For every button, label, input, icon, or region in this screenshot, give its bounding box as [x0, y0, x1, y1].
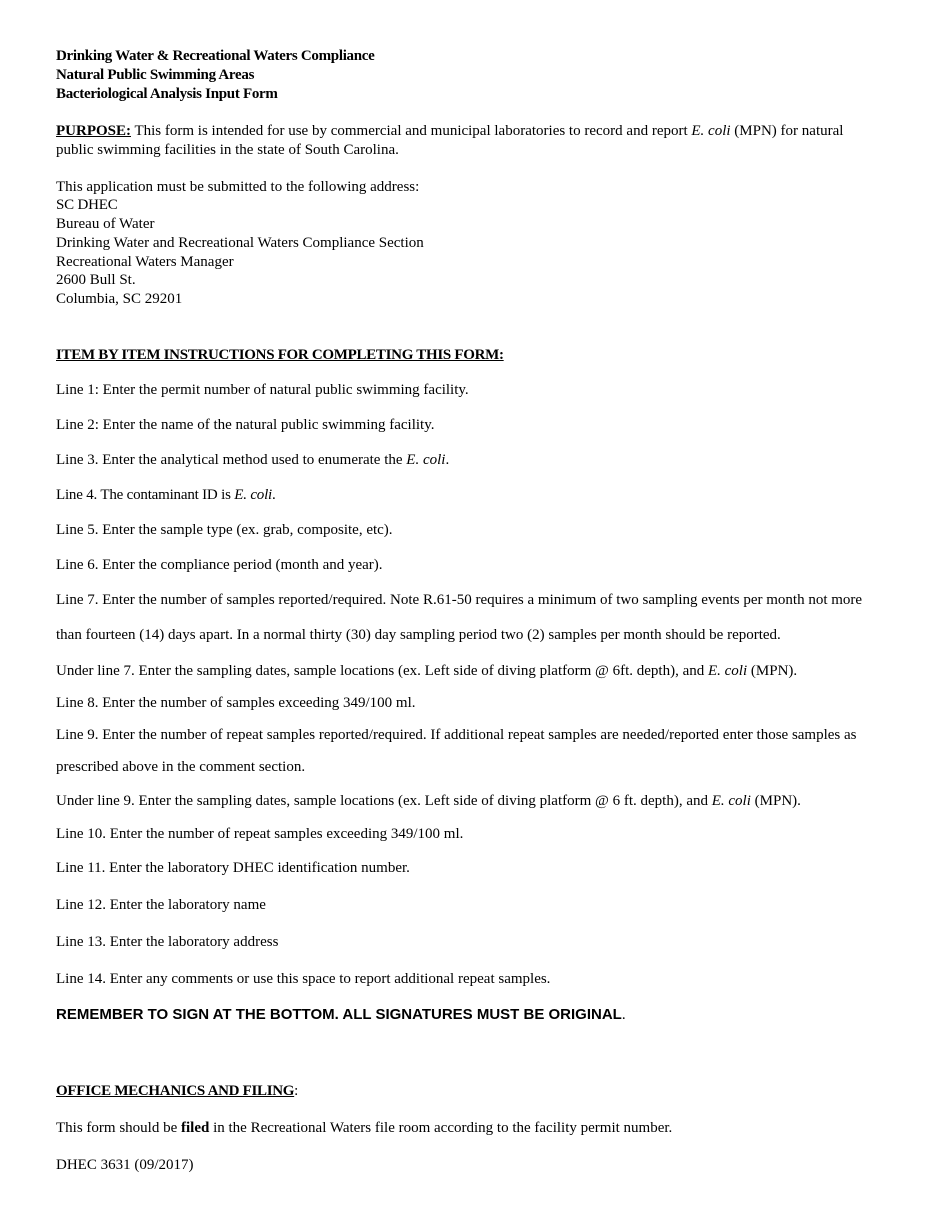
- under-line-7-ecoli: E. coli: [707, 663, 748, 679]
- office-heading-colon: :: [294, 1083, 299, 1099]
- instruction-line-4-ecoli: E. coli: [234, 487, 273, 503]
- instruction-line-4: [56, 486, 276, 504]
- address-line: 2600 Bull St.: [56, 272, 136, 288]
- header-line-3: Bacteriological Analysis Input Form: [56, 86, 278, 102]
- address-line: Drinking Water and Recreational Waters Compliance Section: [56, 235, 424, 251]
- instruction-line-9b: prescribed above in the comment section.: [56, 759, 306, 775]
- instruction-under-line-9: [56, 792, 801, 810]
- instruction-under-line-7: [56, 662, 797, 680]
- form-number: DHEC 3631 (09/2017): [56, 1157, 194, 1173]
- instruction-line-14: Line 14. Enter any comments or use this space to report additional repeat samples.: [56, 971, 551, 987]
- under-line-7-text: Under line 7. Enter the sampling dates, sample locations (ex. Left side of diving platform @ 6ft. depth), and: [56, 663, 708, 679]
- header-line-1: Drinking Water & Recreational Waters Compliance: [56, 48, 375, 64]
- instruction-line-3: [56, 451, 449, 469]
- address-line: Recreational Waters Manager: [56, 254, 234, 270]
- instruction-line-7a: Line 7. Enter the number of samples reported/required. Note R.61-50 requires a minimum of two sampling events per month not more: [56, 592, 863, 608]
- signature-reminder-period: .: [621, 1007, 626, 1023]
- instruction-line-12: Line 12. Enter the laboratory name: [56, 897, 266, 913]
- instruction-line-10: Line 10. Enter the number of repeat samples exceeding 349/100 ml.: [56, 826, 464, 842]
- under-line-9-text: Under line 9. Enter the sampling dates, sample locations (ex. Left side of diving platform @ 6 ft. depth), and: [56, 793, 712, 809]
- instruction-line-3-ecoli: E. coli: [406, 452, 446, 468]
- signature-reminder: [56, 1006, 626, 1024]
- office-text-a: This form should be: [56, 1120, 181, 1136]
- address-line: Columbia, SC 29201: [56, 291, 183, 307]
- under-line-9-ecoli: E. coli: [711, 793, 751, 809]
- purpose-text-a: This form is intended for use by commercial and municipal laboratories to record and report: [131, 123, 692, 139]
- header-line-2: Natural Public Swimming Areas: [56, 67, 255, 83]
- purpose-label: PURPOSE:: [56, 123, 131, 139]
- instruction-line-4-text: Line 4. The contaminant ID is: [56, 487, 235, 503]
- office-text-c: in the Recreational Waters file room according to the facility permit number.: [209, 1120, 673, 1136]
- signature-reminder-text: REMEMBER TO SIGN AT THE BOTTOM. ALL SIGNATURES MUST BE ORIGINAL: [56, 1006, 622, 1023]
- instructions-heading: ITEM BY ITEM INSTRUCTIONS FOR COMPLETING THIS FORM:: [56, 347, 504, 363]
- instruction-line-11: Line 11. Enter the laboratory DHEC identification number.: [56, 860, 410, 876]
- instruction-line-2: Line 2: Enter the name of the natural public swimming facility.: [56, 417, 435, 433]
- purpose-text-b: (MPN) for natural: [730, 123, 844, 139]
- address-intro: This application must be submitted to the following address:: [56, 179, 420, 195]
- instruction-line-7b: than fourteen (14) days apart. In a normal thirty (30) day sampling period two (2) samples per month should be reported.: [56, 627, 781, 643]
- address-line: SC DHEC: [56, 197, 118, 213]
- office-heading-text: OFFICE MECHANICS AND FILING: [56, 1083, 295, 1099]
- instruction-line-8: Line 8. Enter the number of samples exceeding 349/100 ml.: [56, 695, 416, 711]
- instruction-line-1: Line 1: Enter the permit number of natural public swimming facility.: [56, 382, 469, 398]
- under-line-7-end: (MPN).: [747, 663, 798, 679]
- under-line-9-end: (MPN).: [750, 793, 801, 809]
- purpose-line-2: public swimming facilities in the state of South Carolina.: [56, 142, 399, 158]
- office-text-filed: filed: [181, 1120, 210, 1136]
- purpose-paragraph: [56, 122, 843, 140]
- instruction-line-13: Line 13. Enter the laboratory address: [56, 934, 279, 950]
- instruction-line-9a: Line 9. Enter the number of repeat samples reported/required. If additional repeat samples are needed/reported enter those samples as: [56, 727, 857, 743]
- instruction-line-6: Line 6. Enter the compliance period (month and year).: [56, 557, 383, 573]
- instruction-line-3-text: Line 3. Enter the analytical method used to enumerate the: [56, 452, 407, 468]
- purpose-ecoli: E. coli: [691, 123, 731, 139]
- office-filing-text: [56, 1119, 672, 1137]
- instruction-line-3-end: .: [445, 452, 450, 468]
- instruction-line-4-end: .: [272, 487, 276, 503]
- office-heading: [56, 1082, 298, 1100]
- address-line: Bureau of Water: [56, 216, 155, 232]
- instruction-line-5: Line 5. Enter the sample type (ex. grab, composite, etc).: [56, 522, 393, 538]
